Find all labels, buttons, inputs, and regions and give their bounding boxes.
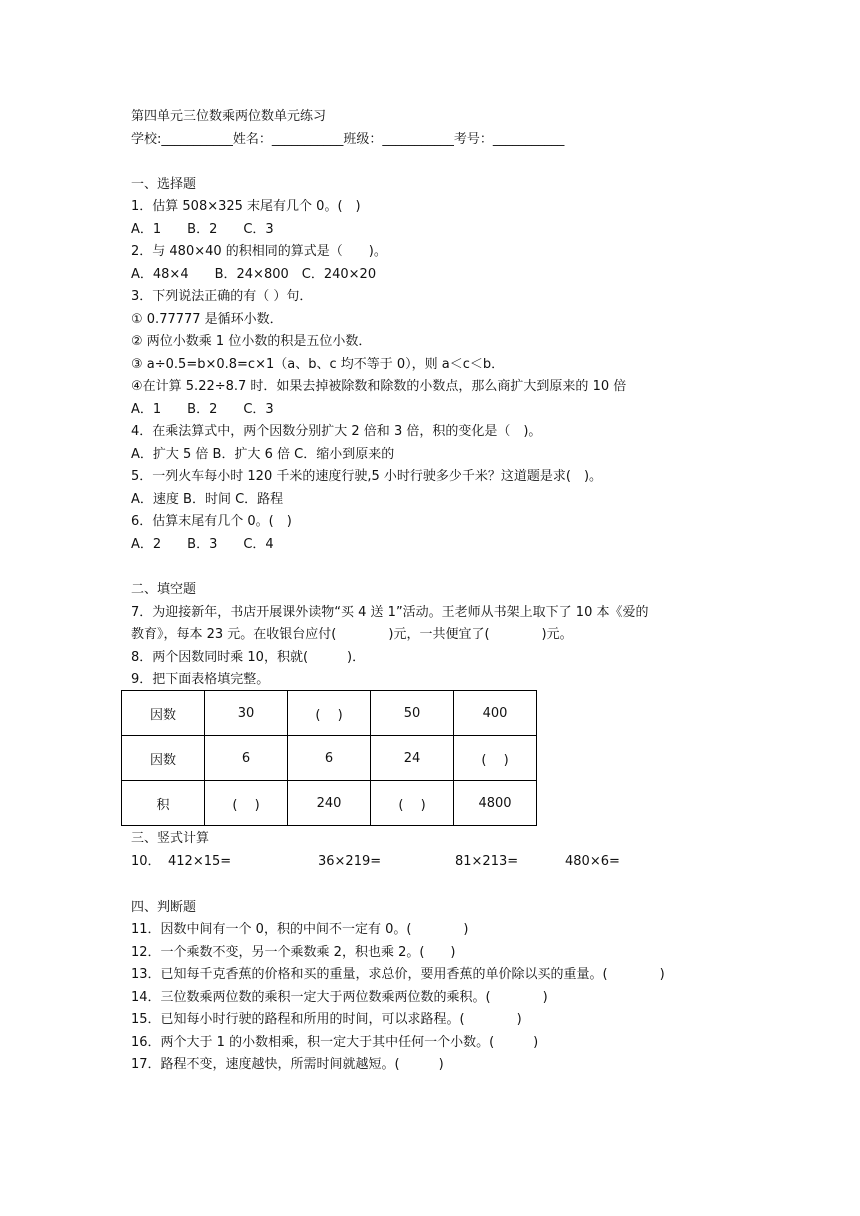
calc-item: 81×213= <box>455 854 519 869</box>
judge-line: 16．两个大于 1 的小数相乘，积一定大于其中任何一个小数。( ) <box>131 1035 539 1050</box>
table-cell: 400 <box>454 691 537 736</box>
question-options: A．48×4 B．24×800 C．240×20 <box>131 267 377 282</box>
table-cell: 积 <box>122 781 205 826</box>
question-options: A．2 B．3 C．4 <box>131 537 274 552</box>
table-cell: 24 <box>371 736 454 781</box>
worksheet-title: 第四单元三位数乘两位数单元练习 <box>131 109 327 124</box>
section-heading-judge: 四、判断题 <box>131 900 197 915</box>
table-cell-blank[interactable]: ( ) <box>371 781 454 826</box>
judge-line: 17．路程不变，速度越快，所需时间就越短。( ) <box>131 1057 444 1072</box>
judge-line: 11．因数中间有一个 0，积的中间不一定有 0。( ) <box>131 922 469 937</box>
student-info-line: 学校:___________姓名：___________班级：___________考号：___________ <box>131 132 565 147</box>
table-cell: 6 <box>205 736 288 781</box>
table-row <box>122 691 537 736</box>
statement-line: ④在计算 5.22÷8.7 时．如果去掉被除数和除数的小数点，那么商扩大到原来的 10 倍 <box>131 379 627 394</box>
question-line: 2．与 480×40 的积相同的算式是（ )。 <box>131 244 387 259</box>
judge-line: 14．三位数乘两位数的乘积一定大于两位数乘两位数的乘积。( ) <box>131 990 548 1005</box>
question-options: A．扩大 5 倍 B．扩大 6 倍 C．缩小到原来的 <box>131 447 395 462</box>
question-options: A．1 B．2 C．3 <box>131 402 274 417</box>
question-options: A．1 B．2 C．3 <box>131 222 274 237</box>
question-line: 7．为迎接新年，书店开展课外读物“买 4 送 1”活动。王老师从书架上取下了 10 本《爱的 <box>131 605 649 620</box>
question-line: 9．把下面表格填完整。 <box>131 672 270 687</box>
calc-item: 412×15= <box>168 854 232 869</box>
table-cell: 4800 <box>454 781 537 826</box>
question-line: 4．在乘法算式中，两个因数分别扩大 2 倍和 3 倍，积的变化是（ )。 <box>131 424 542 439</box>
statement-line: ③ a÷0.5=b×0.8=c×1（a、b、c 均不等于 0），则 a＜c＜b． <box>131 357 505 372</box>
table-cell: 因数 <box>122 736 205 781</box>
table-cell: 240 <box>288 781 371 826</box>
statement-line: ② 两位小数乘 1 位小数的积是五位小数． <box>131 334 372 349</box>
table-cell: 因数 <box>122 691 205 736</box>
table-cell: 50 <box>371 691 454 736</box>
question-line: 5．一列火车每小时 120 千米的速度行驶,5 小时行驶多少千米？这道题是求( )。 <box>131 469 603 484</box>
table-cell-blank[interactable]: ( ) <box>288 691 371 736</box>
judge-line: 12．一个乘数不变，另一个乘数乘 2，积也乘 2。( ) <box>131 945 456 960</box>
judge-line: 13．已知每千克香蕉的价格和买的重量，求总价，要用香蕉的单价除以买的重量。( ) <box>131 967 665 982</box>
question-number: 10． <box>131 854 161 869</box>
calc-item: 480×6= <box>565 854 620 869</box>
question-line: 8．两个因数同时乘 10，积就( )． <box>131 650 366 665</box>
table-cell: 6 <box>288 736 371 781</box>
table-row <box>122 736 537 781</box>
section-heading-choice: 一、选择题 <box>131 177 197 192</box>
section-heading-fill: 二、填空题 <box>131 582 197 597</box>
table-cell-blank[interactable]: ( ) <box>205 781 288 826</box>
calc-item: 36×219= <box>318 854 382 869</box>
table-row <box>122 781 537 826</box>
question-line: 6．估算末尾有几个 0。( ) <box>131 514 292 529</box>
question-options: A．速度 B．时间 C．路程 <box>131 492 284 507</box>
question-line: 教育》，每本 23 元。在收银台应付( )元，一共便宜了( )元。 <box>131 627 573 642</box>
table-cell-blank[interactable]: ( ) <box>454 736 537 781</box>
section-heading-vertical-calc: 三、竖式计算 <box>131 831 210 846</box>
fill-in-table <box>121 690 537 826</box>
statement-line: ① 0.77777 是循环小数． <box>131 312 283 327</box>
judge-line: 15．已知每小时行驶的路程和所用的时间，可以求路程。( ) <box>131 1012 522 1027</box>
question-line: 1．估算 508×325 末尾有几个 0。( ) <box>131 199 361 214</box>
table-cell: 30 <box>205 691 288 736</box>
question-line: 3．下列说法正确的有（ ）句． <box>131 289 313 304</box>
